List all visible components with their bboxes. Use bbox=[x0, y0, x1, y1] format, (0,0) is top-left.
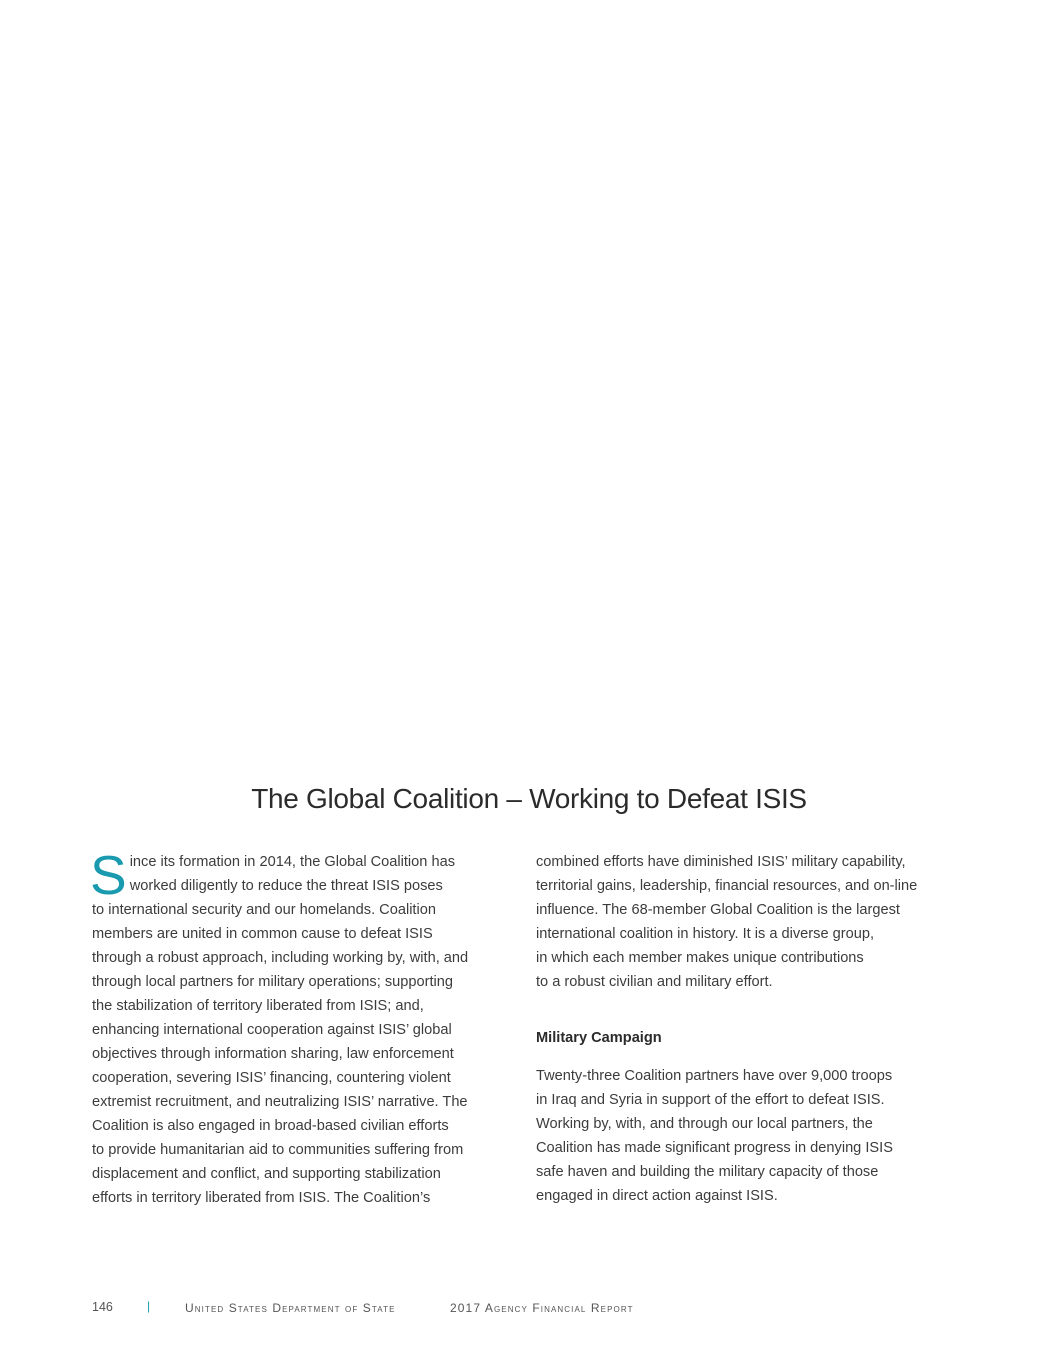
footer-organization: United States Department of State bbox=[185, 1301, 396, 1315]
text-line: Coalition is also engaged in broad-based civilian efforts bbox=[92, 1118, 449, 1134]
text-line: Working by, with, and through our local partners, the bbox=[536, 1116, 873, 1132]
text-line: through local partners for military operations; supporting bbox=[92, 974, 453, 990]
text-line: safe haven and building the military capacity of those bbox=[536, 1164, 879, 1180]
left-column bbox=[90, 844, 517, 1210]
text-line: to provide humanitarian aid to communities suffering from bbox=[92, 1142, 464, 1158]
military-paragraph bbox=[536, 1064, 961, 1208]
text-line: cooperation, severing ISIS’ financing, countering violent bbox=[92, 1070, 451, 1086]
text-line: through a robust approach, including working by, with, and bbox=[92, 950, 469, 966]
text-line: in which each member makes unique contributions bbox=[536, 950, 864, 966]
text-line: ince its formation in 2014, the Global Coalition has bbox=[129, 854, 455, 870]
text-line: members are united in common cause to defeat ISIS bbox=[92, 926, 433, 942]
footer-separator: | bbox=[147, 1299, 151, 1313]
text-line: to a robust civilian and military effort. bbox=[536, 974, 773, 990]
text-line: influence. The 68-member Global Coalition is the largest bbox=[536, 902, 900, 918]
right-column bbox=[536, 850, 961, 1208]
coalition-paragraph bbox=[536, 850, 961, 994]
footer-report-title: 2017 Agency Financial Report bbox=[450, 1301, 634, 1315]
text-line: efforts in territory liberated from ISIS. The Coalition’s bbox=[92, 1190, 431, 1206]
text-line: the stabilization of territory liberated from ISIS; and, bbox=[92, 998, 424, 1014]
text-line: combined efforts have diminished ISIS’ military capability, bbox=[536, 854, 906, 870]
page-title: The Global Coalition – Working to Defeat ISIS bbox=[251, 783, 807, 814]
text-line: extremist recruitment, and neutralizing ISIS’ narrative. The bbox=[92, 1094, 468, 1110]
text-line: worked diligently to reduce the threat ISIS poses bbox=[129, 878, 443, 894]
intro-paragraph bbox=[90, 844, 517, 1210]
text-line: engaged in direct action against ISIS. bbox=[536, 1188, 778, 1204]
text-line: objectives through information sharing, law enforcement bbox=[92, 1046, 454, 1062]
text-line: territorial gains, leadership, financial resources, and on-line bbox=[536, 878, 918, 894]
text-line: displacement and conflict, and supporting stabilization bbox=[92, 1166, 441, 1182]
text-line: Coalition has made significant progress in denying ISIS bbox=[536, 1140, 893, 1156]
section-heading: Military Campaign bbox=[536, 1030, 662, 1046]
text-line: international coalition in history. It is a diverse group, bbox=[536, 926, 874, 942]
text-line: to international security and our homelands. Coalition bbox=[92, 902, 436, 918]
text-line: Twenty-three Coalition partners have over 9,000 troops bbox=[536, 1068, 893, 1084]
text-line: in Iraq and Syria in support of the effort to defeat ISIS. bbox=[536, 1092, 885, 1108]
page-number: 146 bbox=[92, 1300, 113, 1314]
text-line: enhancing international cooperation against ISIS’ global bbox=[92, 1022, 452, 1038]
drop-cap: S bbox=[90, 844, 127, 906]
